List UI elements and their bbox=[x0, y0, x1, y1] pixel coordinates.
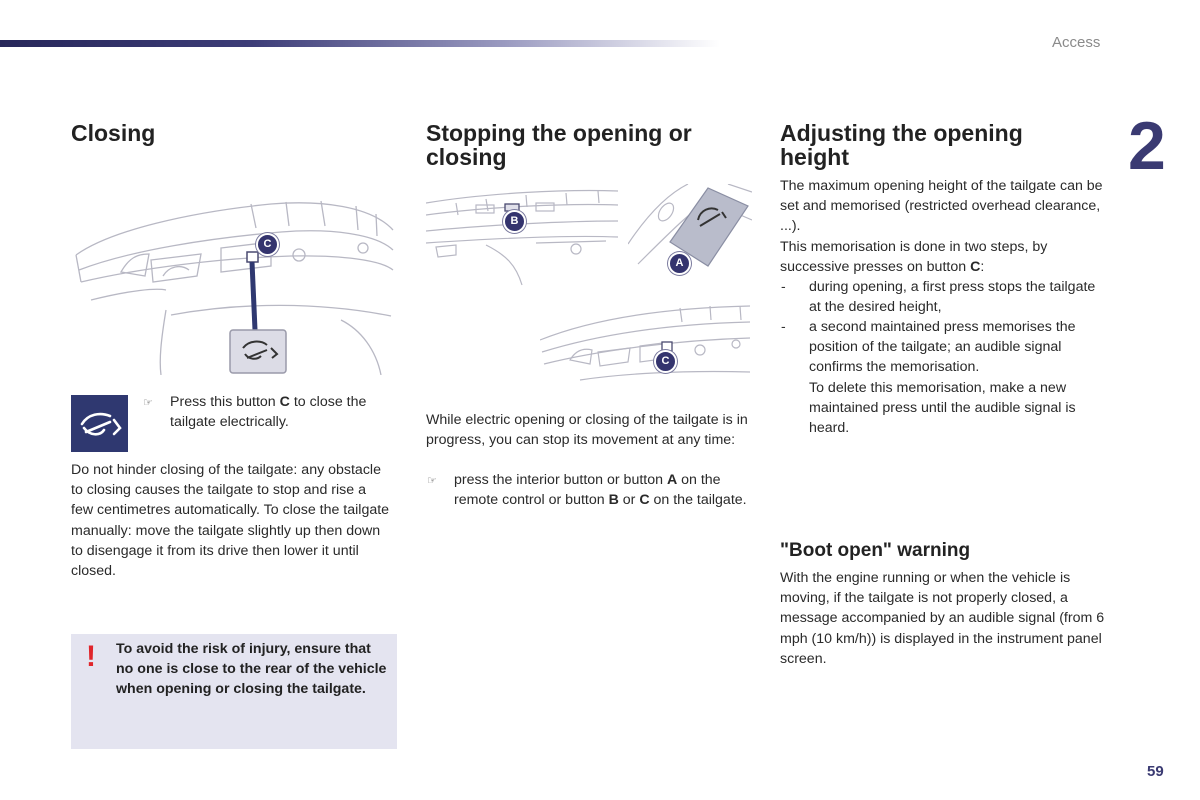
pointer-bullet-icon: ☞ bbox=[427, 475, 437, 487]
adjusting-step-2: a second maintained press memorises the position of the tailgate; an audible signal confirms the memorisation. bbox=[809, 319, 1076, 376]
stopping-intro: While electric opening or closing of the tailgate is in progress, you can stop its movement at any time: bbox=[426, 412, 748, 449]
adjusting-title: Adjusting the opening height bbox=[780, 120, 1023, 170]
boot-open-title: "Boot open" warning bbox=[780, 540, 971, 561]
callout-c: C bbox=[256, 233, 279, 256]
list-dash: - bbox=[781, 278, 786, 294]
tailgate-interior-illustration bbox=[71, 190, 396, 375]
stopping-title: Stopping the opening or closing bbox=[426, 120, 692, 170]
page-number: 59 bbox=[1147, 763, 1164, 780]
callout-a: A bbox=[668, 252, 691, 275]
chapter-number: 2 bbox=[1128, 108, 1166, 184]
header-bar bbox=[0, 40, 720, 47]
warning-icon: ! bbox=[86, 640, 96, 673]
callout-b: B bbox=[503, 210, 526, 233]
closing-step: Press this button C to close the tailgate electrically. bbox=[170, 394, 367, 431]
adjusting-memorisation: This memorisation is done in two steps, by successive presses on button C: bbox=[780, 239, 1048, 276]
tailgate-c-button-illustration bbox=[540, 300, 752, 405]
adjusting-intro: The maximum opening height of the tailgate can be set and memorised (restricted overhead clearance, ...). bbox=[780, 178, 1103, 235]
list-dash: - bbox=[781, 318, 786, 334]
adjusting-step-1: during opening, a first press stops the tailgate at the desired height, bbox=[809, 279, 1096, 316]
closing-title: Closing bbox=[71, 120, 156, 146]
section-label: Access bbox=[1052, 34, 1101, 51]
tailgate-close-button-icon bbox=[71, 395, 128, 452]
closing-body: Do not hinder closing of the tailgate: any obstacle to closing causes the tailgate to stop and rise a few centimetres automatically. To close the tailgate manually: move the tailgate slightly up then down to disengage it from its drive then lower it until closed. bbox=[71, 462, 390, 580]
adjusting-delete-note: To delete this memorisation, make a new maintained press until the audible signal is heard. bbox=[809, 380, 1076, 437]
tailgate-b-button-illustration bbox=[426, 185, 621, 290]
boot-open-body: With the engine running or when the vehicle is moving, if the tailgate is not properly closed, a message accompanied by an audible signal (from 6 mph (10 km/h)) is displayed in the instrument panel screen. bbox=[780, 570, 1105, 667]
stopping-step: press the interior button or button A on the remote control or button B or C on the tailgate. bbox=[454, 472, 747, 509]
callout-c-tailgate: C bbox=[654, 350, 677, 373]
pointer-bullet-icon: ☞ bbox=[143, 397, 153, 409]
warning-text: To avoid the risk of injury, ensure that no one is close to the rear of the vehicle when opening or closing the tailgate. bbox=[116, 641, 387, 698]
